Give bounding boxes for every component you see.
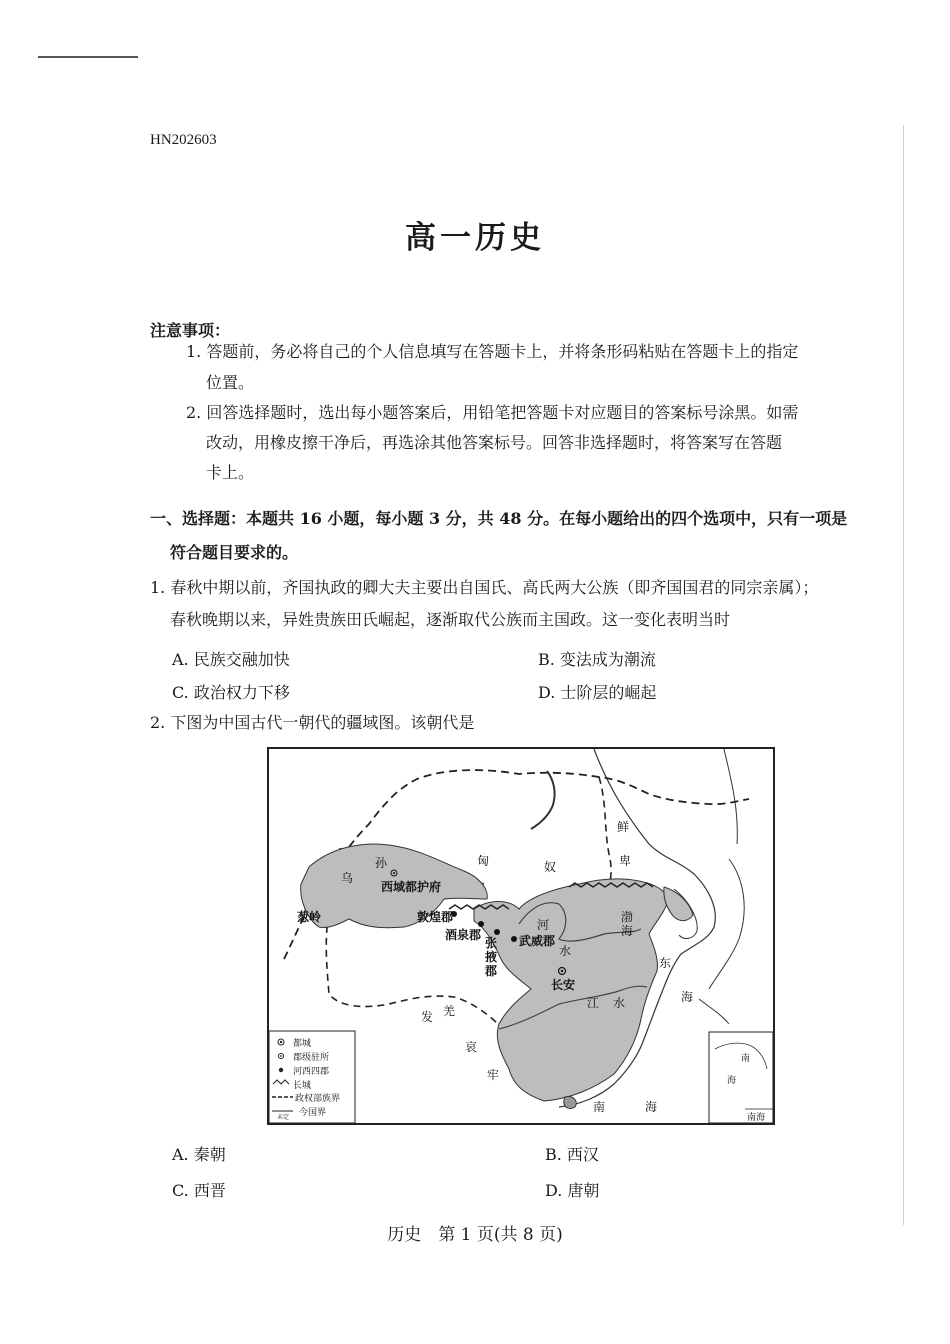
label-nanhai-1: 南 bbox=[593, 1100, 606, 1114]
q1-stem-cont: 春秋晚期以来，异姓贵族田氏崛起，逐渐取代公族而主国政。这一变化表明当时 bbox=[170, 610, 731, 629]
label-donghai-2: 海 bbox=[681, 990, 694, 1004]
notice-heading: 注意事项： bbox=[150, 321, 231, 340]
label-donghai-1: 东 bbox=[659, 956, 672, 970]
notice-item-2-end: 卡上。 bbox=[206, 463, 255, 482]
label-xianbei-1: 鲜 bbox=[617, 820, 630, 834]
notice-item-1: 1. 答题前，务必将自己的个人信息填写在答题卡上，并将条形码粘贴在答题卡上的指定 bbox=[186, 342, 799, 361]
label-jiuquan: 酒泉郡 bbox=[445, 928, 482, 942]
q2-option-d: D. 唐朝 bbox=[545, 1181, 600, 1200]
q1-option-a: A. 民族交融加快 bbox=[172, 650, 290, 669]
label-faqiang-1: 发 bbox=[421, 1010, 434, 1024]
inset-nanhai-2: 海 bbox=[727, 1076, 737, 1086]
q2-option-c: C. 西晋 bbox=[172, 1181, 226, 1200]
baikal bbox=[531, 771, 555, 829]
notice-item-2-cont: 改动，用橡皮擦干净后，再选涂其他答案标号。回答非选择题时，将答案写在答题 bbox=[206, 433, 783, 452]
inset-caption: 南海 bbox=[747, 1113, 766, 1123]
label-zhangye-3: 郡 bbox=[485, 964, 498, 978]
label-zhangye-1: 张 bbox=[485, 936, 498, 950]
label-shui-1: 水 bbox=[559, 944, 572, 958]
label-ailao-1: 哀 bbox=[465, 1040, 478, 1054]
notice-item-2: 2. 回答选择题时，选出每小题答案后，用铅笔把答题卡对应题目的答案标号涂黑。如需 bbox=[186, 403, 799, 422]
label-he: 河 bbox=[537, 918, 550, 932]
page-footer: 历史 第 1 页(共 8 页) bbox=[387, 1225, 563, 1245]
label-nanhai-2: 海 bbox=[645, 1100, 658, 1114]
jiuquan-dot bbox=[478, 921, 484, 927]
notice-item-1-cont: 位置。 bbox=[206, 373, 255, 392]
q2-option-b: B. 西汉 bbox=[545, 1145, 599, 1164]
label-shui-2: 水 bbox=[613, 996, 626, 1010]
q2-option-a: A. 秦朝 bbox=[172, 1145, 226, 1164]
zhangye-dot bbox=[494, 929, 500, 935]
label-congling: 葱岭 bbox=[297, 910, 322, 924]
label-zhangye-2: 掖 bbox=[485, 950, 498, 964]
page-edge bbox=[903, 125, 904, 1225]
label-ailao-2: 牢 bbox=[487, 1068, 500, 1082]
legend-hexi: 河西四郡 bbox=[293, 1067, 330, 1077]
section-heading: 一、选择题：本题共 16 小题，每小题 3 分，共 48 分。在每小题给出的四个选项中，只有一项是 bbox=[150, 509, 848, 528]
paper-code: HN202603 bbox=[150, 132, 217, 148]
label-jiang: 江 bbox=[587, 996, 600, 1010]
japan-islands bbox=[699, 859, 744, 1024]
page-title: 高一历史 bbox=[405, 220, 545, 256]
sakhalin bbox=[724, 749, 737, 844]
scan-mark bbox=[38, 56, 138, 58]
label-xiyu: 西域都护府 bbox=[381, 880, 442, 894]
q1-option-b: B. 变法成为潮流 bbox=[538, 650, 656, 669]
label-xiongnu-1: 匈 bbox=[477, 854, 490, 868]
q1-option-c: C. 政治权力下移 bbox=[172, 683, 290, 702]
wuwei-dot bbox=[511, 936, 517, 942]
q1-stem: 1. 春秋中期以前，齐国执政的卿大夫主要出自国氏、高氏两大公族（即齐国国君的同宗亲属）； bbox=[150, 578, 819, 597]
inset-nanhai-1: 南 bbox=[741, 1054, 751, 1064]
legend-undecided: 未定 bbox=[277, 1114, 290, 1121]
section-heading-cont: 符合题目要求的。 bbox=[170, 543, 299, 562]
label-bohai-2: 海 bbox=[621, 924, 634, 938]
legend-county-seat: 郡级驻所 bbox=[293, 1053, 330, 1063]
label-changan: 长安 bbox=[551, 978, 576, 992]
legend-capital: 都城 bbox=[293, 1039, 312, 1049]
label-wusun-2: 孙 bbox=[375, 856, 388, 870]
q2-stem: 2. 下图为中国古代一朝代的疆域图。该朝代是 bbox=[150, 713, 475, 732]
label-wusun-1: 乌 bbox=[341, 871, 354, 885]
territory-map bbox=[267, 747, 775, 1125]
label-xianbei-2: 卑 bbox=[619, 854, 632, 868]
legend-boundary: 政权部族界 bbox=[295, 1094, 341, 1104]
hainan-island bbox=[564, 1097, 576, 1109]
label-wuwei: 武威郡 bbox=[519, 934, 556, 948]
legend-wall: 长城 bbox=[293, 1081, 312, 1091]
label-faqiang-2: 羌 bbox=[443, 1004, 456, 1018]
label-dunhuang: 敦煌郡 bbox=[417, 910, 454, 924]
legend-modern: 今国界 bbox=[299, 1108, 327, 1118]
label-bohai-1: 渤 bbox=[621, 910, 634, 924]
label-xiongnu-2: 奴 bbox=[544, 860, 557, 874]
q1-option-d: D. 士阶层的崛起 bbox=[538, 683, 657, 702]
legend-hexi-dot bbox=[279, 1068, 283, 1072]
